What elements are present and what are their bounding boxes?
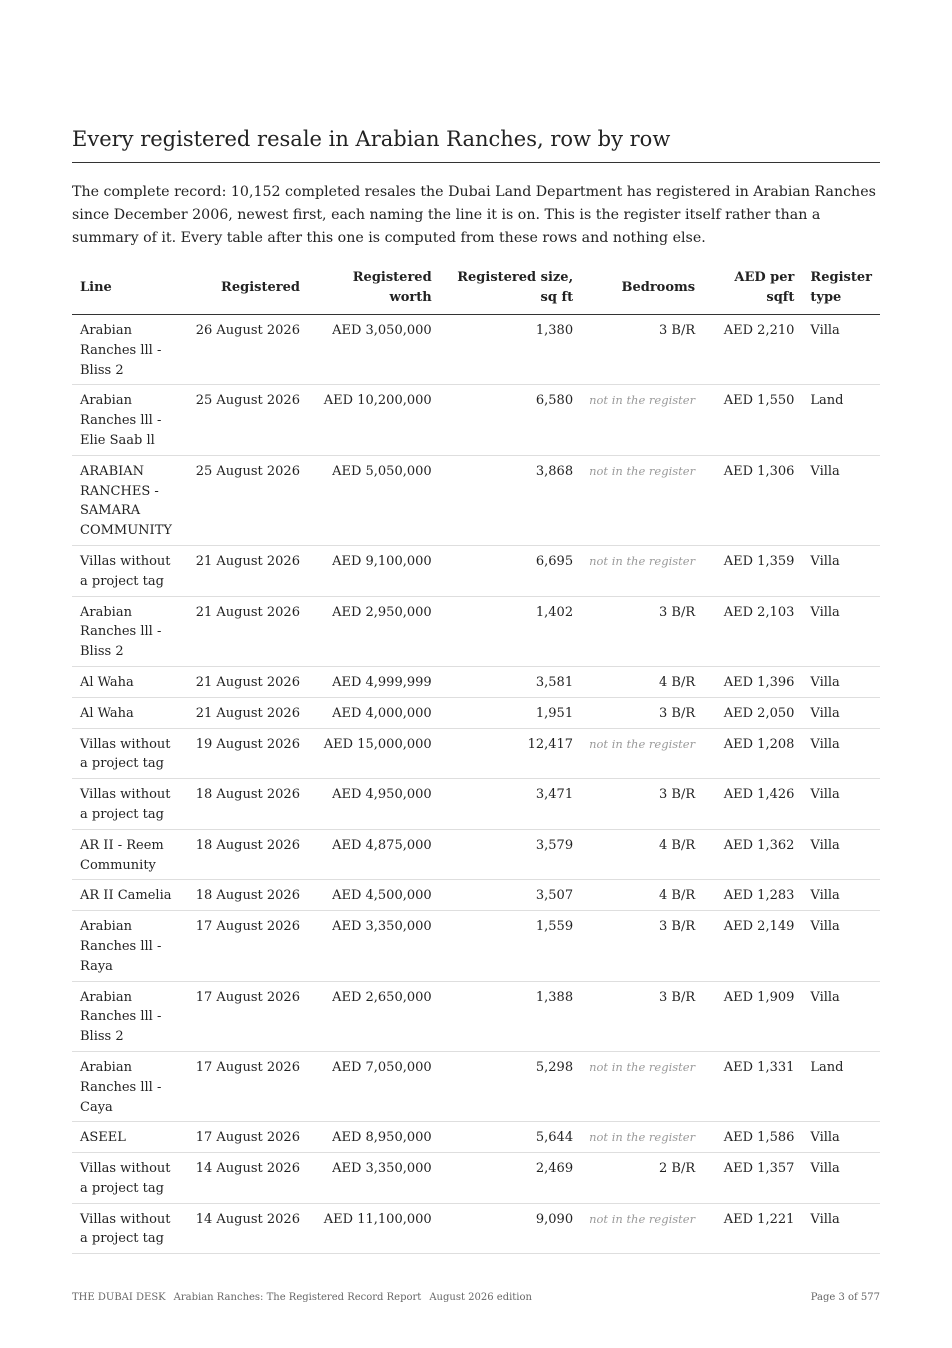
cell-registered-date: 19 August 2026	[188, 728, 308, 779]
cell-registered-date: 21 August 2026	[188, 596, 308, 666]
cell-aed-per-sqft: AED 1,208	[703, 728, 802, 779]
footer-report-title: Arabian Ranches: The Registered Record Report	[173, 1292, 422, 1303]
cell-aed-per-sqft: AED 2,103	[703, 596, 802, 666]
cell-bedrooms: not in the register	[581, 455, 703, 545]
cell-line: Villas without a project tag	[72, 1153, 188, 1204]
cell-line: Arabian Ranches lll - Bliss 2	[72, 981, 188, 1051]
cell-registered-worth: AED 3,050,000	[308, 315, 440, 385]
table-row	[72, 545, 880, 596]
column-header-worth: Registered worth	[308, 264, 440, 315]
cell-registered-size: 9,090	[440, 1203, 581, 1254]
intro-paragraph: The complete record: 10,152 completed resales the Dubai Land Department has registered in Arabian Ranches since December 2006, newest first, each naming the line it is on. This is the register itself rather than a summary of it. Every table after this one is computed from these rows and nothing else.	[72, 184, 876, 246]
cell-aed-per-sqft: AED 1,550	[703, 385, 802, 455]
table-row	[72, 911, 880, 981]
cell-line: AR II - Reem Community	[72, 829, 188, 880]
cell-registered-size: 12,417	[440, 728, 581, 779]
cell-register-type: Villa	[802, 596, 880, 666]
cell-line: Villas without a project tag	[72, 1203, 188, 1254]
cell-register-type: Villa	[802, 829, 880, 880]
cell-registered-worth: AED 3,350,000	[308, 1153, 440, 1204]
cell-register-type: Villa	[802, 455, 880, 545]
footer-left	[72, 1292, 532, 1303]
cell-register-type: Villa	[802, 666, 880, 697]
cell-bedrooms: 3 B/R	[581, 911, 703, 981]
cell-register-type: Villa	[802, 981, 880, 1051]
cell-bedrooms: not in the register	[581, 1122, 703, 1153]
table-row	[72, 779, 880, 830]
cell-line: Villas without a project tag	[72, 728, 188, 779]
cell-line: Arabian Ranches lll - Bliss 2	[72, 315, 188, 385]
cell-registered-size: 1,559	[440, 911, 581, 981]
cell-aed-per-sqft: AED 2,050	[703, 697, 802, 728]
cell-bedrooms: 4 B/R	[581, 666, 703, 697]
cell-line: ARABIAN RANCHES - SAMARA COMMUNITY	[72, 455, 188, 545]
cell-bedrooms: not in the register	[581, 1203, 703, 1254]
table-row	[72, 455, 880, 545]
cell-registered-size: 3,507	[440, 880, 581, 911]
cell-aed-per-sqft: AED 1,586	[703, 1122, 802, 1153]
cell-registered-date: 17 August 2026	[188, 981, 308, 1051]
cell-registered-size: 3,581	[440, 666, 581, 697]
cell-bedrooms: 3 B/R	[581, 981, 703, 1051]
cell-register-type: Villa	[802, 1203, 880, 1254]
cell-aed-per-sqft: AED 1,426	[703, 779, 802, 830]
cell-register-type: Villa	[802, 728, 880, 779]
table-row	[72, 385, 880, 455]
cell-registered-worth: AED 11,100,000	[308, 1203, 440, 1254]
cell-registered-size: 1,380	[440, 315, 581, 385]
table-body	[72, 315, 880, 1254]
cell-registered-worth: AED 5,050,000	[308, 455, 440, 545]
cell-aed-per-sqft: AED 1,306	[703, 455, 802, 545]
table-row	[72, 829, 880, 880]
table-row	[72, 981, 880, 1051]
cell-registered-date: 21 August 2026	[188, 666, 308, 697]
cell-register-type: Villa	[802, 1122, 880, 1153]
cell-bedrooms: 3 B/R	[581, 596, 703, 666]
cell-bedrooms: 3 B/R	[581, 315, 703, 385]
cell-aed-per-sqft: AED 1,357	[703, 1153, 802, 1204]
table-row	[72, 315, 880, 385]
cell-registered-worth: AED 4,950,000	[308, 779, 440, 830]
cell-registered-date: 25 August 2026	[188, 455, 308, 545]
cell-register-type: Villa	[802, 545, 880, 596]
cell-registered-date: 14 August 2026	[188, 1153, 308, 1204]
cell-registered-worth: AED 2,650,000	[308, 981, 440, 1051]
cell-aed-per-sqft: AED 2,149	[703, 911, 802, 981]
cell-line: Villas without a project tag	[72, 779, 188, 830]
cell-aed-per-sqft: AED 1,362	[703, 829, 802, 880]
cell-registered-size: 5,644	[440, 1122, 581, 1153]
table-row	[72, 1122, 880, 1153]
cell-line: Arabian Ranches lll - Elie Saab ll	[72, 385, 188, 455]
cell-register-type: Villa	[802, 315, 880, 385]
cell-line: Al Waha	[72, 697, 188, 728]
cell-registered-size: 1,388	[440, 981, 581, 1051]
column-header-register-type: Register type	[802, 264, 880, 315]
cell-aed-per-sqft: AED 1,396	[703, 666, 802, 697]
cell-register-type: Villa	[802, 1153, 880, 1204]
cell-bedrooms: not in the register	[581, 385, 703, 455]
cell-bedrooms: 4 B/R	[581, 829, 703, 880]
page-number: Page 3 of 577	[810, 1292, 880, 1303]
cell-registered-size: 6,580	[440, 385, 581, 455]
cell-register-type: Land	[802, 385, 880, 455]
cell-registered-worth: AED 4,000,000	[308, 697, 440, 728]
cell-registered-date: 17 August 2026	[188, 1051, 308, 1121]
cell-line: Arabian Ranches lll - Raya	[72, 911, 188, 981]
column-header-size: Registered size, sq ft	[440, 264, 581, 315]
cell-line: ASEEL	[72, 1122, 188, 1153]
cell-line: Arabian Ranches lll - Caya	[72, 1051, 188, 1121]
cell-register-type: Villa	[802, 779, 880, 830]
cell-bedrooms: not in the register	[581, 728, 703, 779]
cell-bedrooms: 2 B/R	[581, 1153, 703, 1204]
cell-registered-date: 25 August 2026	[188, 385, 308, 455]
cell-registered-date: 18 August 2026	[188, 880, 308, 911]
cell-bedrooms: 3 B/R	[581, 697, 703, 728]
cell-registered-size: 3,471	[440, 779, 581, 830]
cell-register-type: Villa	[802, 911, 880, 981]
cell-aed-per-sqft: AED 1,331	[703, 1051, 802, 1121]
cell-registered-size: 3,868	[440, 455, 581, 545]
cell-register-type: Villa	[802, 880, 880, 911]
table-row	[72, 1051, 880, 1121]
cell-registered-date: 26 August 2026	[188, 315, 308, 385]
footer-publisher: THE DUBAI DESK	[72, 1292, 166, 1303]
table-row	[72, 596, 880, 666]
table-row	[72, 666, 880, 697]
resale-table	[72, 264, 880, 1254]
cell-registered-worth: AED 2,950,000	[308, 596, 440, 666]
cell-registered-size: 5,298	[440, 1051, 581, 1121]
cell-registered-size: 1,951	[440, 697, 581, 728]
cell-registered-worth: AED 4,999,999	[308, 666, 440, 697]
page-footer	[72, 1292, 880, 1303]
cell-register-type: Villa	[802, 697, 880, 728]
table-row	[72, 697, 880, 728]
table-row	[72, 1153, 880, 1204]
page-title: Every registered resale in Arabian Ranches, row by row	[72, 124, 880, 163]
cell-aed-per-sqft: AED 1,283	[703, 880, 802, 911]
column-header-bedrooms: Bedrooms	[581, 264, 703, 315]
cell-registered-date: 14 August 2026	[188, 1203, 308, 1254]
cell-aed-per-sqft: AED 1,359	[703, 545, 802, 596]
column-header-price-per-sqft: AED per sqft	[703, 264, 802, 315]
cell-registered-worth: AED 9,100,000	[308, 545, 440, 596]
table-row	[72, 1203, 880, 1254]
cell-registered-date: 17 August 2026	[188, 1122, 308, 1153]
cell-bedrooms: not in the register	[581, 1051, 703, 1121]
cell-registered-date: 18 August 2026	[188, 779, 308, 830]
cell-aed-per-sqft: AED 1,909	[703, 981, 802, 1051]
cell-registered-worth: AED 15,000,000	[308, 728, 440, 779]
cell-bedrooms: not in the register	[581, 545, 703, 596]
column-header-registered: Registered	[188, 264, 308, 315]
cell-line: Villas without a project tag	[72, 545, 188, 596]
cell-registered-size: 6,695	[440, 545, 581, 596]
cell-bedrooms: 3 B/R	[581, 779, 703, 830]
cell-bedrooms: 4 B/R	[581, 880, 703, 911]
cell-registered-worth: AED 8,950,000	[308, 1122, 440, 1153]
cell-registered-worth: AED 7,050,000	[308, 1051, 440, 1121]
cell-line: Al Waha	[72, 666, 188, 697]
cell-line: Arabian Ranches lll - Bliss 2	[72, 596, 188, 666]
cell-registered-date: 21 August 2026	[188, 697, 308, 728]
cell-line: AR II Camelia	[72, 880, 188, 911]
cell-aed-per-sqft: AED 2,210	[703, 315, 802, 385]
cell-aed-per-sqft: AED 1,221	[703, 1203, 802, 1254]
cell-registered-worth: AED 4,875,000	[308, 829, 440, 880]
cell-registered-date: 21 August 2026	[188, 545, 308, 596]
column-header-line: Line	[72, 264, 188, 315]
cell-register-type: Land	[802, 1051, 880, 1121]
cell-registered-size: 2,469	[440, 1153, 581, 1204]
table-row	[72, 728, 880, 779]
cell-registered-worth: AED 10,200,000	[308, 385, 440, 455]
cell-registered-worth: AED 3,350,000	[308, 911, 440, 981]
footer-edition: August 2026 edition	[429, 1292, 532, 1303]
cell-registered-size: 3,579	[440, 829, 581, 880]
cell-registered-size: 1,402	[440, 596, 581, 666]
table-header-row	[72, 264, 880, 315]
table-row	[72, 880, 880, 911]
cell-registered-date: 18 August 2026	[188, 829, 308, 880]
cell-registered-worth: AED 4,500,000	[308, 880, 440, 911]
cell-registered-date: 17 August 2026	[188, 911, 308, 981]
